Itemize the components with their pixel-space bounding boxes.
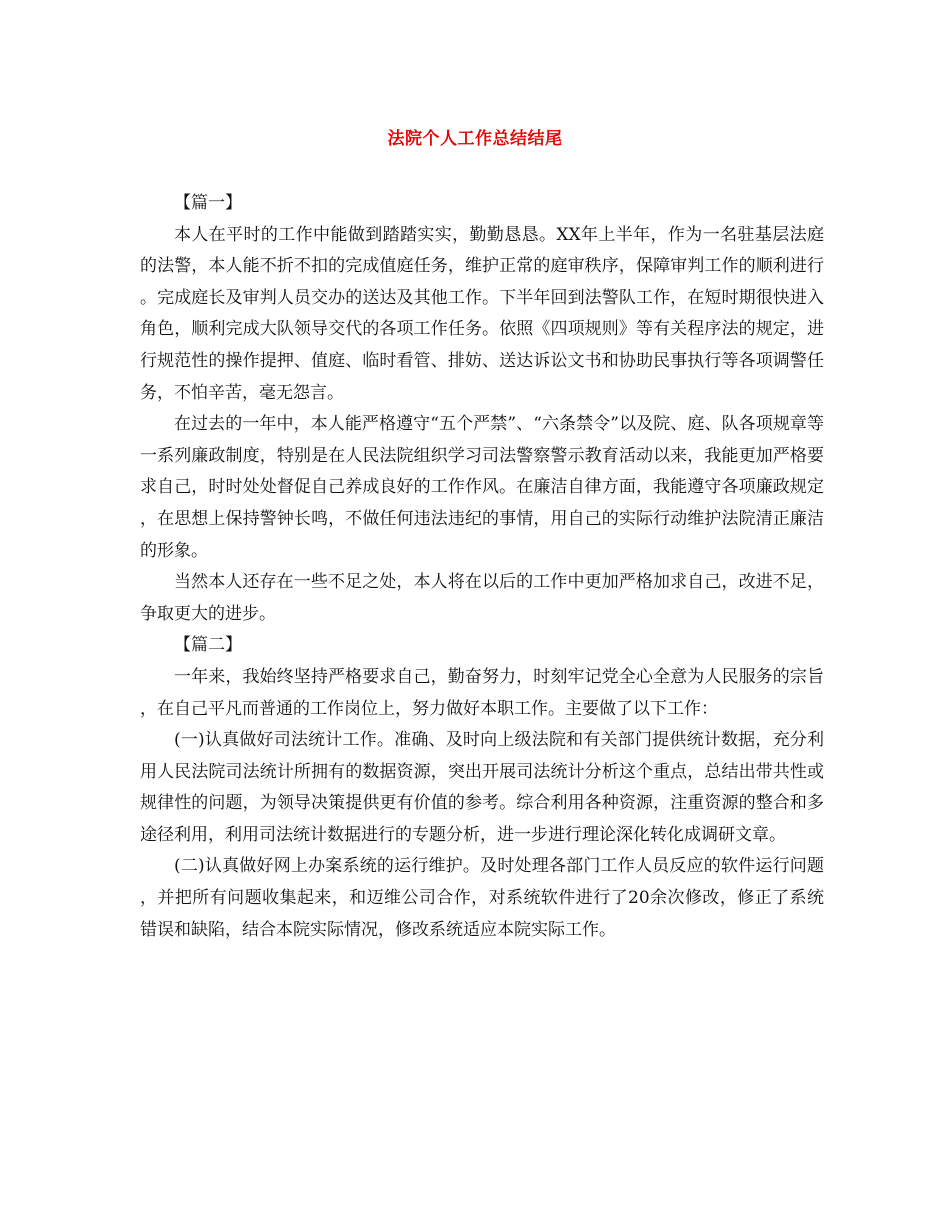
document-title: 法院个人工作总结结尾 <box>387 129 563 149</box>
paragraph: (一)认真做好司法统计工作。准确、及时向上级法院和有关部门提供统计数据，充分利用人民法院司法统计所拥有的数据资源，突出开展司法统计分析这个重点，总结出带共性或规律性的问题，为领导决策提供更有价值的参考。综合利用各种资源，注重资源的整合和多途径利用，利用司法统计数据进行的专题分析，进一步进行理论深化转化成调研文章。 <box>140 730 824 845</box>
section-heading-1: 【篇一】 <box>174 193 242 213</box>
paragraph: 在过去的一年中，本人能严格遵守“五个严禁”、“六条禁令”以及院、庭、队各项规章等一系列廉政制度，特别是在人民法院组织学习司法警察警示教育活动以来，我能更加严格要求自己，时时处处督促自己养成良好的工作作风。在廉洁自律方面，我能遵守各项廉政规定，在思想上保持警钟长鸣，不做任何违法违纪的事情，用自己的实际行动维护法院清正廉洁的形象。 <box>140 414 824 561</box>
paragraph: 本人在平时的工作中能做到踏踏实实，勤勤恳恳。XX年上半年，作为一名驻基层法庭的法警，本人能不折不扣的完成值庭任务，维护正常的庭审秩序，保障审判工作的顺利进行。完成庭长及审判人员交办的送达及其他工作。下半年回到法警队工作，在短时期很快进入角色，顺利完成大队领导交代的各项工作任务。依照《四项规则》等有关程序法的规定，进行规范性的操作提押、值庭、临时看管、排妨、送达诉讼文书和协助民事执行等各项调警任务，不怕辛苦，毫无怨言。 <box>140 224 824 403</box>
section-heading-2: 【篇二】 <box>174 635 242 656</box>
paragraph: 一年来，我始终坚持严格要求自己，勤奋努力，时刻牢记党全心全意为人民服务的宗旨，在自己平凡而普通的工作岗位上，努力做好本职工作。主要做了以下工作： <box>140 666 824 719</box>
document-body <box>140 188 824 946</box>
paragraph: 当然本人还存在一些不足之处，本人将在以后的工作中更加严格加求自己，改进不足，争取更大的进步。 <box>140 572 824 624</box>
paragraph: (二)认真做好网上办案系统的运行维护。及时处理各部门工作人员反应的软件运行问题，并把所有问题收集起来，和迈维公司合作，对系统软件进行了20余次修改，修正了系统错误和缺陷，结合本院实际情况，修改系统适应本院实际工作。 <box>140 856 824 940</box>
